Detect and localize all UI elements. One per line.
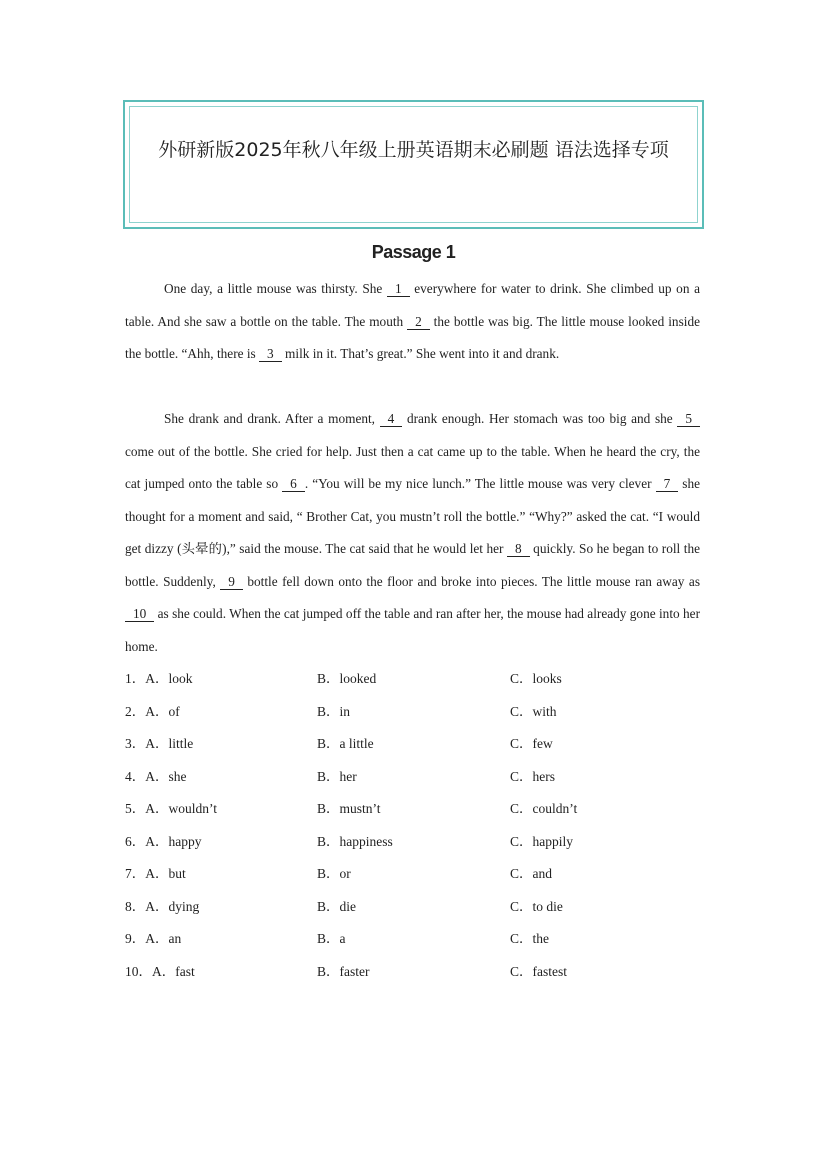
blank-10: 10 — [125, 607, 154, 622]
blank-4: 4 — [380, 412, 403, 427]
passage-title: Passage 1 — [371, 242, 456, 262]
question-row — [125, 923, 705, 956]
paragraph-text: everywhere for water to drink. She climbed up on a table. And she saw a bottle on the table. The mouth — [125, 281, 701, 329]
blank-7: 7 — [656, 477, 679, 492]
option-c: C．happily — [510, 833, 573, 849]
option-a: 4．A．she — [125, 768, 187, 784]
question-row — [125, 761, 705, 794]
option-b: B．looked — [317, 671, 377, 686]
option-b: B．happiness — [317, 833, 393, 849]
paragraph-text: she thought for a moment and said, “ Brother Cat, you mustn’t roll the bottle.” “Why?” asked the cat. “I would get dizzy (头晕的),” said the mouse. The cat said that he would let her — [125, 476, 700, 556]
option-c: C．with — [510, 703, 557, 719]
paragraph-2 — [125, 403, 700, 663]
blank-1: 1 — [387, 282, 410, 297]
option-c: C．to die — [510, 898, 563, 914]
option-c: C．looks — [510, 671, 562, 686]
title-box — [123, 100, 704, 229]
paragraph-text: drank enough. Her stomach was too big and she — [402, 411, 678, 426]
option-b: B．a — [317, 931, 346, 946]
question-options — [125, 663, 705, 988]
blank-8: 8 — [507, 542, 530, 557]
option-c: C．hers — [510, 768, 555, 784]
blank-3: 3 — [259, 347, 282, 362]
option-a: 1．A．look — [125, 671, 193, 686]
paragraph-text: bottle fell down onto the floor and broke into pieces. The little mouse ran away as — [242, 573, 701, 589]
question-row — [125, 696, 705, 729]
option-a: 5．A．wouldn’t — [125, 801, 218, 816]
option-b: B．mustn’t — [317, 801, 381, 816]
question-row — [125, 793, 705, 826]
paragraph-text: . “You will be my nice lunch.” The little mouse was very clever — [304, 476, 656, 491]
option-c: C．the — [510, 931, 549, 946]
question-row — [125, 728, 705, 761]
option-c: C．fastest — [510, 963, 567, 979]
option-a: 3．A．little — [125, 736, 194, 751]
option-b: B．in — [317, 703, 351, 719]
question-row — [125, 663, 705, 696]
option-c: C．few — [510, 736, 553, 751]
option-a: 7．A．but — [125, 866, 186, 881]
option-b: B．faster — [317, 963, 370, 979]
paragraph-text: milk in it. That’s great.” She went into it and drank. — [281, 346, 560, 361]
option-b: B．a little — [317, 736, 374, 751]
option-a: 8．A．dying — [125, 898, 200, 914]
blank-9: 9 — [220, 575, 243, 590]
option-a: 6．A．happy — [125, 833, 202, 849]
option-c: C．couldn’t — [510, 801, 578, 816]
paragraph-text: come out of the bottle. She cried for help. Just then a cat came up to the table. When he heard the cry, the cat jumped onto the table so — [125, 443, 700, 491]
option-a: 9．A．an — [125, 931, 182, 946]
question-row — [125, 858, 705, 891]
option-a: 10．A．fast — [125, 963, 195, 979]
option-b: B．or — [317, 866, 351, 881]
option-a: 2．A．of — [125, 703, 180, 719]
paragraph-text: quickly. So he began to roll the bottle. Suddenly, — [125, 541, 701, 589]
paragraph-text: One day, a little mouse was thirsty. She — [164, 281, 387, 296]
option-b: B．her — [317, 768, 357, 784]
paragraph-text: as she could. When the cat jumped off the table and ran after her, the mouse had already gone into her home. — [125, 606, 700, 654]
option-b: B．die — [317, 898, 356, 914]
blank-6: 6 — [282, 477, 305, 492]
option-c: C．and — [510, 866, 552, 881]
paragraph-text: She drank and drank. After a moment, — [164, 411, 380, 426]
paragraph-1 — [125, 273, 700, 371]
question-row — [125, 956, 705, 989]
document-title: 外研新版2025年秋八年级上册英语期末必刷题 语法选择专项 — [158, 139, 669, 161]
question-row — [125, 826, 705, 859]
paragraph-text: the bottle was big. The little mouse looked inside the bottle. “Ahh, there is — [125, 313, 700, 361]
blank-2: 2 — [407, 315, 430, 330]
blank-5: 5 — [677, 412, 700, 427]
question-row — [125, 891, 705, 924]
